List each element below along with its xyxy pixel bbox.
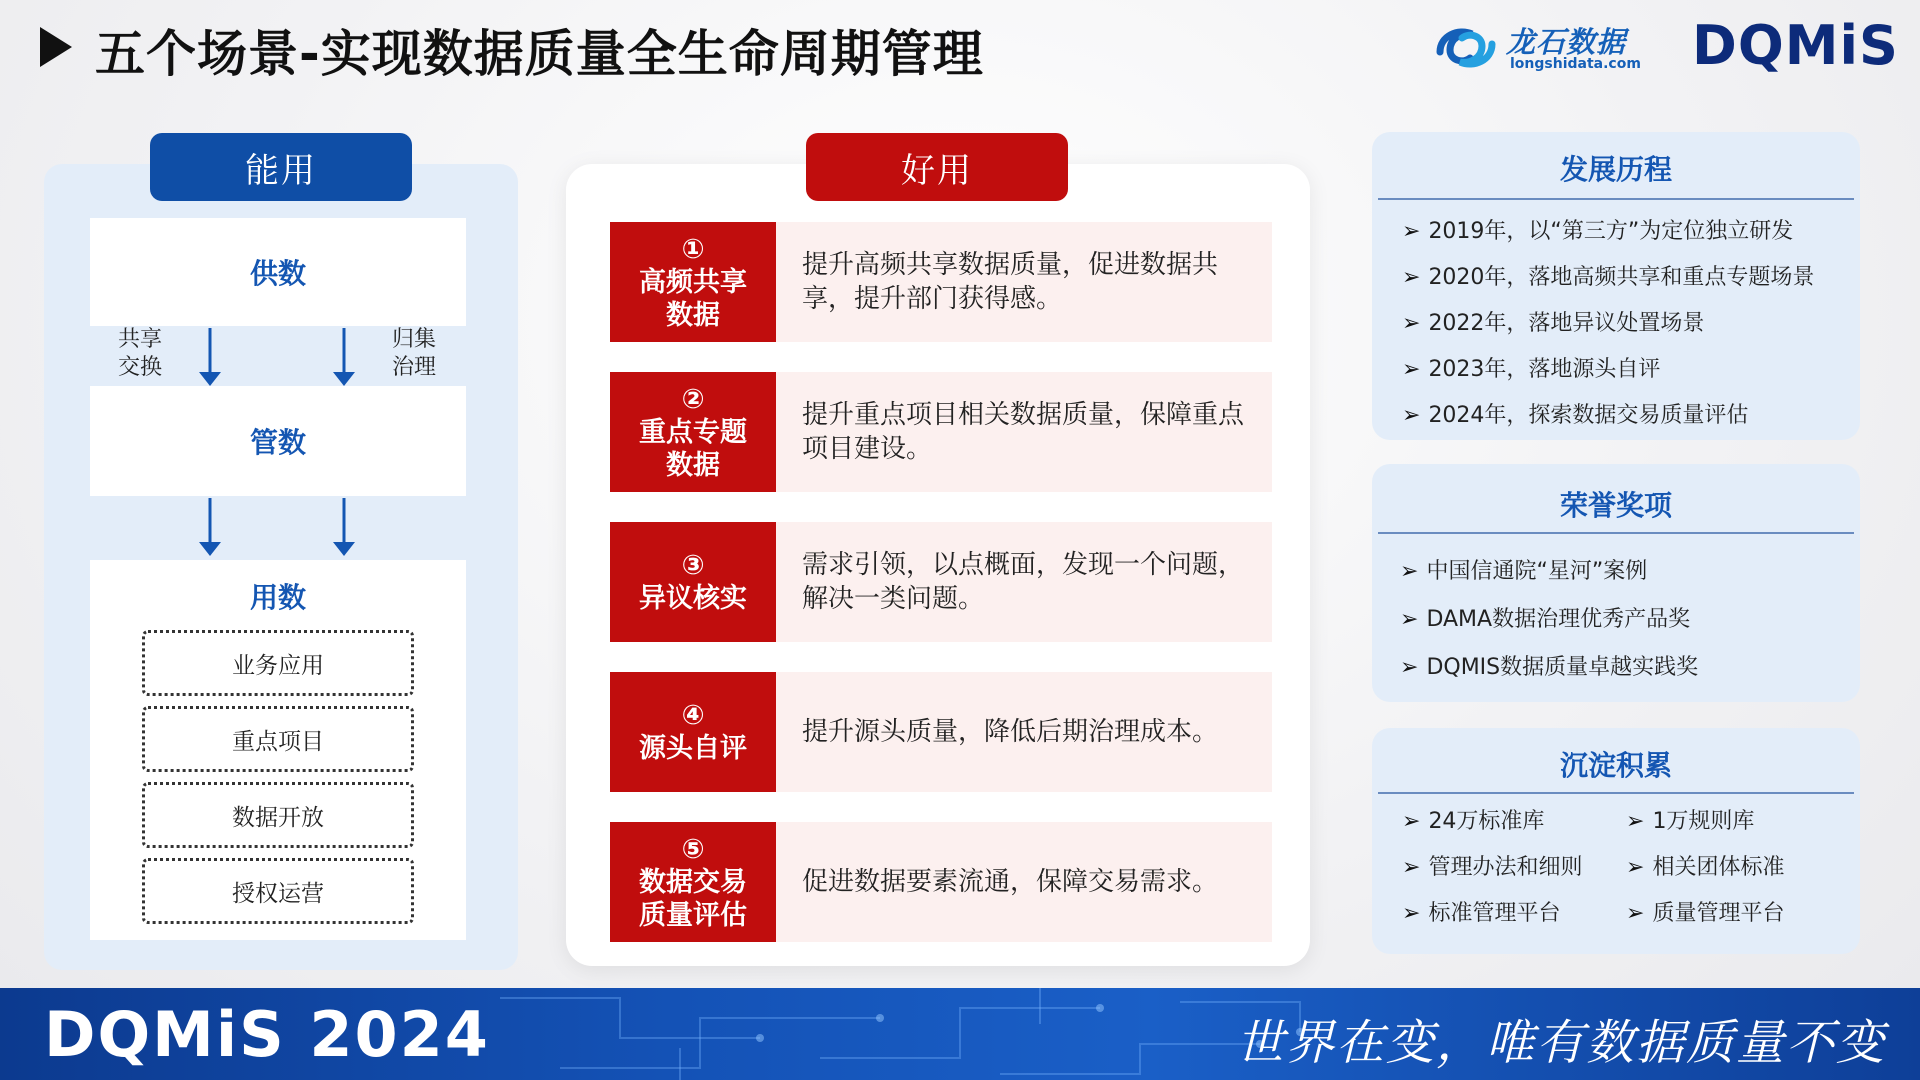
share-label-line1: 共享 xyxy=(118,327,163,352)
down-arrow-icon xyxy=(196,328,224,388)
scene-name: 质量评估 xyxy=(639,899,747,931)
chevron-right-icon: ➢ xyxy=(1402,901,1421,926)
scene-row xyxy=(610,672,1272,792)
history-item-text: 2019年，以“第三方”为定位独立研发 xyxy=(1428,219,1794,244)
down-arrow-icon xyxy=(330,328,358,388)
history-item xyxy=(1402,214,1793,245)
history-title: 发展历程 xyxy=(1559,153,1672,186)
scene-row xyxy=(610,522,1272,642)
history-item-text: 2020年，落地高频共享和重点专题场景 xyxy=(1428,265,1815,290)
accumulation-item xyxy=(1626,896,1784,927)
use-item-data-open: 数据开放 xyxy=(142,782,414,848)
chevron-right-icon: ➢ xyxy=(1402,311,1421,336)
manage-box: 管数 xyxy=(90,386,466,496)
chevron-right-icon: ➢ xyxy=(1402,265,1421,290)
footer-slogan: 世界在变，唯有数据质量不变 xyxy=(1235,1015,1886,1071)
history-item xyxy=(1402,352,1660,383)
accumulation-item-text: 标准管理平台 xyxy=(1428,901,1561,926)
scene-description: 需求引领，以点概面，发现一个问题，解决一类问题。 xyxy=(776,522,1272,642)
divider xyxy=(1378,792,1854,794)
logo-url-text: longshidata.com xyxy=(1510,56,1641,72)
scene-tag xyxy=(610,222,776,342)
accumulation-item-text: 1万规则库 xyxy=(1652,809,1755,834)
down-arrow-icon xyxy=(330,498,358,558)
chevron-right-icon: ➢ xyxy=(1400,607,1419,632)
scene-tag xyxy=(610,672,776,792)
honor-item xyxy=(1400,650,1698,681)
divider xyxy=(1378,532,1854,534)
accumulation-item xyxy=(1626,850,1784,881)
scene-row xyxy=(610,822,1272,942)
header xyxy=(0,0,1920,100)
scene-description: 提升源头质量，降低后期治理成本。 xyxy=(776,672,1272,792)
chevron-right-icon: ➢ xyxy=(1402,809,1421,834)
history-item xyxy=(1402,306,1704,337)
scene-number: ① xyxy=(681,233,705,265)
scene-number: ④ xyxy=(681,700,705,731)
chevron-right-icon: ➢ xyxy=(1402,403,1421,428)
use-item-business: 业务应用 xyxy=(142,630,414,696)
scene-tag xyxy=(610,822,776,942)
history-item xyxy=(1402,260,1814,291)
scene-row xyxy=(610,372,1272,492)
honors-title: 荣誉奖项 xyxy=(1559,489,1672,522)
share-exchange-label xyxy=(118,326,162,382)
longshi-logo xyxy=(1432,20,1662,76)
chevron-right-icon: ➢ xyxy=(1402,219,1421,244)
scene-name: 数据 xyxy=(666,449,720,481)
chevron-right-icon: ➢ xyxy=(1626,809,1645,834)
chevron-right-icon: ➢ xyxy=(1626,855,1645,880)
accumulation-item-text: 24万标准库 xyxy=(1428,809,1545,834)
scene-name: 异议核实 xyxy=(639,583,747,614)
collect-govern-label xyxy=(392,326,436,382)
history-item-text: 2023年，落地源头自评 xyxy=(1428,357,1661,382)
history-item-text: 2024年，探索数据交易质量评估 xyxy=(1428,403,1749,428)
scene-name: 源头自评 xyxy=(639,733,747,764)
share-label-line2: 交换 xyxy=(118,355,163,380)
chevron-right-icon: ➢ xyxy=(1400,655,1419,680)
supply-box: 供数 xyxy=(90,218,466,326)
accumulation-item xyxy=(1402,896,1560,927)
scene-tag xyxy=(610,372,776,492)
scene-name: 高频共享 xyxy=(639,266,747,298)
history-item-text: 2022年，落地异议处置场景 xyxy=(1428,311,1705,336)
accumulation-panel xyxy=(1372,728,1860,954)
dqmis-logo: DQMiS xyxy=(1692,14,1899,77)
use-item-key-project: 重点项目 xyxy=(142,706,414,772)
scene-description: 提升重点项目相关数据质量，保障重点项目建设。 xyxy=(776,372,1272,492)
scene-number: ③ xyxy=(681,550,705,581)
history-panel xyxy=(1372,132,1860,440)
scene-number: ② xyxy=(681,383,705,415)
accumulation-item-text: 相关团体标准 xyxy=(1652,855,1785,880)
honor-item-text: DAMA数据治理优秀产品奖 xyxy=(1426,607,1691,632)
use-item-authorized-ops: 授权运营 xyxy=(142,858,414,924)
history-item xyxy=(1402,398,1748,429)
tab-good-use: 好用 xyxy=(806,133,1068,201)
honor-item-text: DQMIS数据质量卓越实践奖 xyxy=(1426,655,1699,680)
page-title: 五个场景-实现数据质量全生命周期管理 xyxy=(95,25,984,83)
longshi-swirl-icon xyxy=(1432,22,1500,74)
collect-label-line2: 治理 xyxy=(392,355,437,380)
accumulation-item xyxy=(1402,850,1582,881)
down-arrow-icon xyxy=(196,498,224,558)
scene-row xyxy=(610,222,1272,342)
chevron-right-icon: ➢ xyxy=(1626,901,1645,926)
collect-label-line1: 归集 xyxy=(392,327,437,352)
accumulation-title: 沉淀积累 xyxy=(1559,749,1672,782)
scene-name: 重点专题 xyxy=(639,416,747,448)
chevron-right-icon: ➢ xyxy=(1402,855,1421,880)
divider xyxy=(1378,198,1854,200)
logo-cn-text: 龙石数据 xyxy=(1506,25,1627,59)
play-arrow-icon xyxy=(40,27,72,67)
accumulation-item-text: 管理办法和细则 xyxy=(1428,855,1583,880)
honors-panel xyxy=(1372,464,1860,702)
scene-name: 数据 xyxy=(666,299,720,331)
scene-description: 促进数据要素流通，保障交易需求。 xyxy=(776,822,1272,942)
accumulation-item-text: 质量管理平台 xyxy=(1652,901,1785,926)
honor-item xyxy=(1400,602,1690,633)
honor-item-text: 中国信通院“星河”案例 xyxy=(1426,559,1648,584)
scene-name: 数据交易 xyxy=(639,866,747,898)
footer-brand: DQMiS 2024 xyxy=(44,998,490,1071)
footer-banner xyxy=(0,988,1920,1080)
scene-number: ⑤ xyxy=(681,833,705,865)
chevron-right-icon: ➢ xyxy=(1402,357,1421,382)
accumulation-item xyxy=(1626,804,1754,835)
scene-tag xyxy=(610,522,776,642)
honor-item xyxy=(1400,554,1647,585)
tab-usable: 能用 xyxy=(150,133,412,201)
scene-description: 提升高频共享数据质量，促进数据共享，提升部门获得感。 xyxy=(776,222,1272,342)
accumulation-item xyxy=(1402,804,1544,835)
chevron-right-icon: ➢ xyxy=(1400,559,1419,584)
use-box-title: 用数 xyxy=(249,581,306,614)
